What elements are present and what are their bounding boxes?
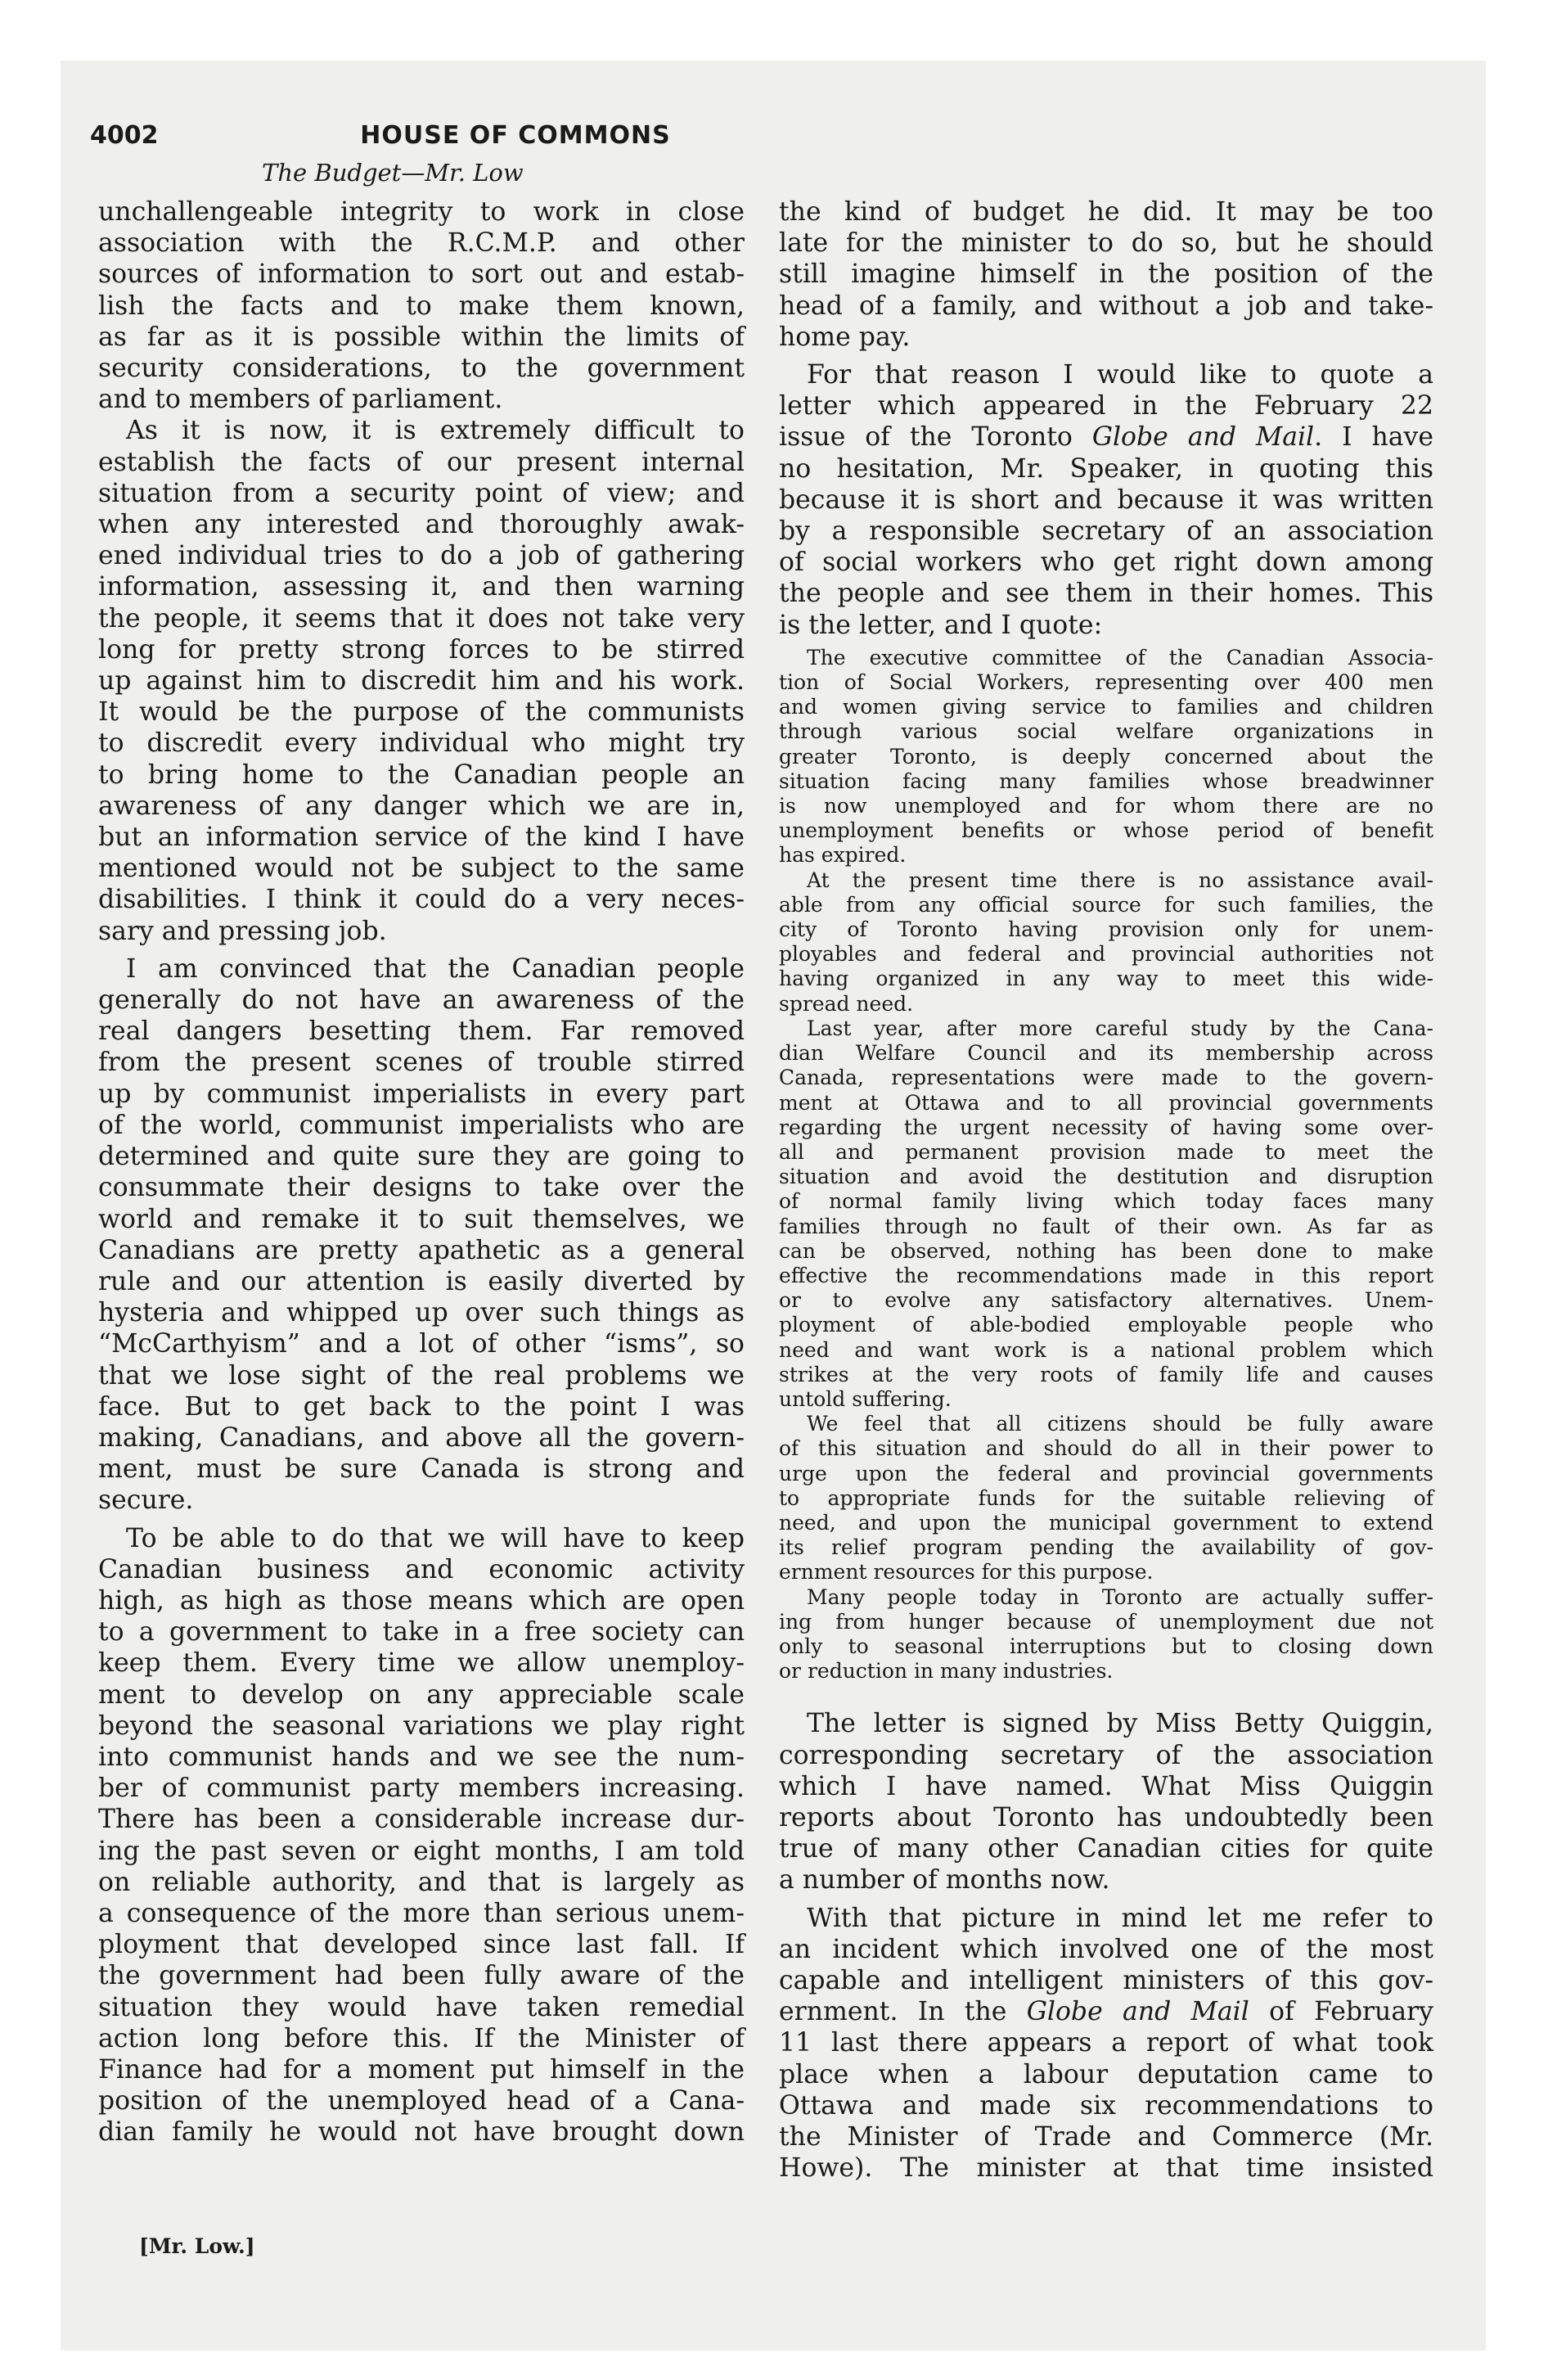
quote-line: all and permanent provision made to meet the	[779, 1139, 1433, 1164]
text-line: awareness of any danger which we are in,	[98, 791, 745, 821]
text-line: “McCarthyism” and a lot of other “isms”, so	[98, 1329, 745, 1359]
text-line: making, Canadians, and above all the govern-	[98, 1422, 745, 1453]
text-line: Finance had for a moment put himself in the	[98, 2054, 745, 2085]
quote-line: ment at Ottawa and to all provincial governments	[779, 1090, 1433, 1115]
text-line: up by communist imperialists in every part	[98, 1079, 745, 1109]
text-line: issue of the Toronto Globe and Mail. I have	[779, 422, 1433, 453]
quote-line: to appropriate funds for the suitable relieving of	[779, 1485, 1433, 1510]
text-line: association with the R.C.M.P. and other	[98, 228, 745, 259]
text-line: mentioned would not be subject to the same	[98, 854, 745, 884]
text-line: consummate their designs to take over the	[98, 1173, 745, 1203]
text-line: There has been a considerable increase dur-	[98, 1805, 745, 1835]
text-line: beyond the seasonal variations we play right	[98, 1711, 745, 1741]
text-line: As it is now, it is extremely difficult to	[126, 416, 745, 446]
quote-line: ernment resources for this purpose.	[779, 1560, 1154, 1584]
page-number: 4002	[90, 121, 159, 150]
quote-line: effective the recommendations made in this report	[779, 1263, 1433, 1287]
text-line: of the world, communist imperialists who are	[98, 1110, 745, 1140]
text-line: place when a labour deputation came to	[779, 2059, 1433, 2089]
text-line: establish the facts of our present internal	[98, 447, 745, 477]
left-column	[98, 196, 745, 2148]
newspaper-title: Globe and Mail	[1026, 1997, 1249, 2027]
text-line: late for the minister to do so, but he should	[779, 228, 1433, 259]
quote-line: strikes at the very roots of family life and causes	[779, 1362, 1433, 1386]
text-line: reports about Toronto has undoubtedly been	[779, 1802, 1433, 1832]
text-line: by a responsible secretary of an association	[779, 516, 1433, 547]
text-line: ber of communist party members increasing.	[98, 1774, 745, 1804]
quote-line: its relief program pending the availability of gov-	[779, 1535, 1433, 1560]
newspaper-title: Globe and Mail	[1091, 422, 1315, 453]
text-line: action long before this. If the Minister of	[98, 2023, 745, 2053]
text-line: position of the unemployed head of a Cana-	[98, 2086, 745, 2116]
text-line: long for pretty strong forces to be stirred	[98, 634, 745, 665]
text-line: keep them. Every time we allow unemploy-	[98, 1648, 745, 1679]
quote-line: unemployment benefits or whose period of benefit	[779, 818, 1433, 843]
text-line: ment, must be sure Canada is strong and	[98, 1454, 745, 1485]
running-title: HOUSE OF COMMONS	[360, 121, 671, 150]
quote-line: ployables and federal and provincial authorities not	[779, 942, 1433, 967]
text-line: face. But to get back to the point I was	[98, 1391, 745, 1422]
text-line: determined and quite sure they are going to	[98, 1142, 745, 1172]
text-line: true of many other Canadian cities for quite	[779, 1834, 1433, 1864]
text-line: because it is short and because it was written	[779, 485, 1433, 515]
quote-line: having organized in any way to meet this wide-	[779, 967, 1433, 991]
text-line: is the letter, and I quote:	[779, 610, 1103, 640]
text-line: 11 last there appears a report of what took	[779, 2028, 1433, 2058]
text-line: corresponding secretary of the association	[779, 1740, 1433, 1770]
quote-line: only to seasonal interruptions but to closing down	[779, 1634, 1433, 1658]
text-line: Howe). The minister at that time insisted	[779, 2153, 1433, 2184]
quote-line: Last year, after more careful study by the Cana-	[807, 1016, 1433, 1040]
page-header	[90, 121, 941, 154]
text-line: no hesitation, Mr. Speaker, in quoting this	[779, 453, 1433, 484]
text-line: which I have named. What Miss Quiggin	[779, 1771, 1433, 1801]
quote-line: or to evolve any satisfactory alternatives. Unem-	[779, 1288, 1433, 1313]
text-line: unchallengeable integrity to work in close	[98, 197, 745, 227]
speaker-footer: [Mr. Low.]	[139, 2234, 255, 2258]
text-line: Ottawa and made six recommendations to	[779, 2090, 1433, 2121]
text-line: high, as high as those means which are open	[98, 1585, 745, 1616]
text-line: up against him to discredit him and his work.	[98, 666, 745, 696]
text-line: With that picture in mind let me refer to	[807, 1903, 1433, 1933]
text-line: from the present scenes of trouble stirred	[98, 1048, 745, 1078]
quote-line: families through no fault of their own. As far as	[779, 1214, 1433, 1238]
text-line: the people, it seems that it does not take very	[98, 603, 745, 633]
text-line: The letter is signed by Miss Betty Quiggin,	[807, 1709, 1433, 1739]
text-line: home pay.	[779, 322, 911, 352]
quote-line: situation facing many families whose breadwinner	[779, 769, 1433, 793]
text-line: ened individual tries to do a job of gathering	[98, 541, 745, 571]
text-line: generally do not have an awareness of the	[98, 985, 745, 1016]
quote-line: through various social welfare organizations in	[779, 719, 1433, 744]
section-subheading: The Budget—Mr. Low	[262, 159, 524, 187]
text-line: ment to develop on any appreciable scale	[98, 1679, 745, 1710]
quote-line: Many people today in Toronto are actually suffer-	[807, 1584, 1433, 1609]
text-line: ing the past seven or eight months, I am told	[98, 1836, 745, 1866]
text-line: real dangers besetting them. Far removed	[98, 1016, 745, 1047]
text-line: but an information service of the kind I have	[98, 823, 745, 853]
quote-line: able from any official source for such families, the	[779, 892, 1433, 917]
text-line: as far as it is possible within the limits of	[98, 322, 745, 352]
quote-line: Canada, representations were made to the govern-	[779, 1066, 1433, 1090]
right-column	[779, 196, 1433, 2184]
quote-line: of this situation and should do all in their power to	[779, 1436, 1433, 1461]
text-line: the government had been fully aware of the	[98, 1961, 745, 1991]
text-line: to a government to take in a free society can	[98, 1617, 745, 1648]
text-line: when any interested and thoroughly awak-	[98, 510, 745, 540]
text-line: It would be the purpose of the communists	[98, 697, 745, 728]
text-line: to discredit every individual who might try	[98, 728, 745, 759]
quote-line: has expired.	[779, 843, 907, 868]
text-line: of social workers who get right down among	[779, 548, 1433, 578]
quote-line: regarding the urgent necessity of having some over-	[779, 1115, 1433, 1139]
quote-line: can be observed, nothing has been done to make	[779, 1238, 1433, 1263]
text-line: a consequence of the more than serious unem-	[98, 1898, 745, 1928]
text-line: situation they would have taken remedial	[98, 1992, 745, 2022]
text-line: information, assessing it, and then warning	[98, 572, 745, 602]
text-line: the people and see them in their homes. This	[779, 579, 1433, 609]
text-line: a number of months now.	[779, 1865, 1110, 1895]
quote-line: untold suffering.	[779, 1386, 952, 1411]
quote-line: of normal family living which today faces many	[779, 1189, 1433, 1214]
quote-line: tion of Social Workers, representing over 400 men	[779, 670, 1433, 695]
quote-line: city of Toronto having provision only for unem-	[779, 917, 1433, 942]
quote-line: is now unemployed and for whom there are no	[779, 794, 1433, 818]
text-line: ployment that developed since last fall. If	[98, 1930, 745, 1960]
quote-line: ing from hunger because of unemployment due not	[779, 1609, 1433, 1634]
text-line: disabilities. I think it could do a very neces-	[98, 885, 745, 915]
text-line: to bring home to the Canadian people an	[98, 760, 745, 790]
text-line: hysteria and whipped up over such things as	[98, 1298, 745, 1328]
quote-line: or reduction in many industries.	[779, 1659, 1114, 1684]
text-line: lish the facts and to make them known,	[98, 291, 745, 321]
quote-line: greater Toronto, is deeply concerned about the	[779, 744, 1433, 769]
text-line: the kind of budget he did. It may be too	[779, 197, 1433, 227]
quote-line: ployment of able-bodied employable people who	[779, 1313, 1433, 1337]
text-line: still imagine himself in the position of the	[779, 259, 1433, 290]
text-line: Canadians are pretty apathetic as a general	[98, 1235, 745, 1265]
text-line: Canadian business and economic activity	[98, 1554, 745, 1584]
text-line: dian family he would not have brought down	[98, 2117, 745, 2148]
text-line: the Minister of Trade and Commerce (Mr.	[779, 2122, 1433, 2152]
quote-line: need and want work is a national problem which	[779, 1337, 1433, 1362]
text-line: that we lose sight of the real problems we	[98, 1360, 745, 1391]
quote-line: dian Welfare Council and its membership across	[779, 1041, 1433, 1066]
text-line: sary and pressing job.	[98, 916, 387, 946]
quote-line: spread need.	[779, 991, 914, 1016]
text-line: capable and intelligent ministers of this gov-	[779, 1966, 1433, 1995]
text-line: and to members of parliament.	[98, 385, 503, 415]
text-line: on reliable authority, and that is largely as	[98, 1867, 745, 1897]
text-line: letter which appeared in the February 22	[779, 391, 1433, 421]
text-line: world and remake it to suit themselves, we	[98, 1204, 745, 1234]
quote-line: need, and upon the municipal government to extend	[779, 1510, 1433, 1535]
quote-line: At the present time there is no assistance avail-	[807, 868, 1433, 892]
text-line: For that reason I would like to quote a	[807, 360, 1433, 390]
text-line: rule and our attention is easily diverted by	[98, 1266, 745, 1296]
text-line: secure.	[98, 1485, 194, 1516]
text-line: I am convinced that the Canadian people	[126, 953, 745, 984]
text-line: head of a family, and without a job and take-	[779, 291, 1433, 321]
text-line: To be able to do that we will have to keep	[126, 1523, 745, 1553]
text-line: an incident which involved one of the most	[779, 1934, 1433, 1964]
quote-line: situation and avoid the destitution and disruption	[779, 1165, 1433, 1189]
text-line: ernment. In the Globe and Mail of February	[779, 1997, 1433, 2027]
text-line: into communist hands and we see the num-	[98, 1742, 745, 1772]
quote-line: We feel that all citizens should be fully aware	[807, 1412, 1433, 1436]
quoted-letter	[779, 646, 1433, 1684]
quote-line: The executive committee of the Canadian Associa-	[807, 645, 1433, 669]
quote-line: and women giving service to families and children	[779, 695, 1433, 719]
text-line: security considerations, to the government	[98, 354, 745, 384]
text-line: situation from a security point of view; and	[98, 478, 745, 508]
text-line: sources of information to sort out and estab-	[98, 259, 745, 290]
quote-line: urge upon the federal and provincial governments	[779, 1461, 1433, 1485]
